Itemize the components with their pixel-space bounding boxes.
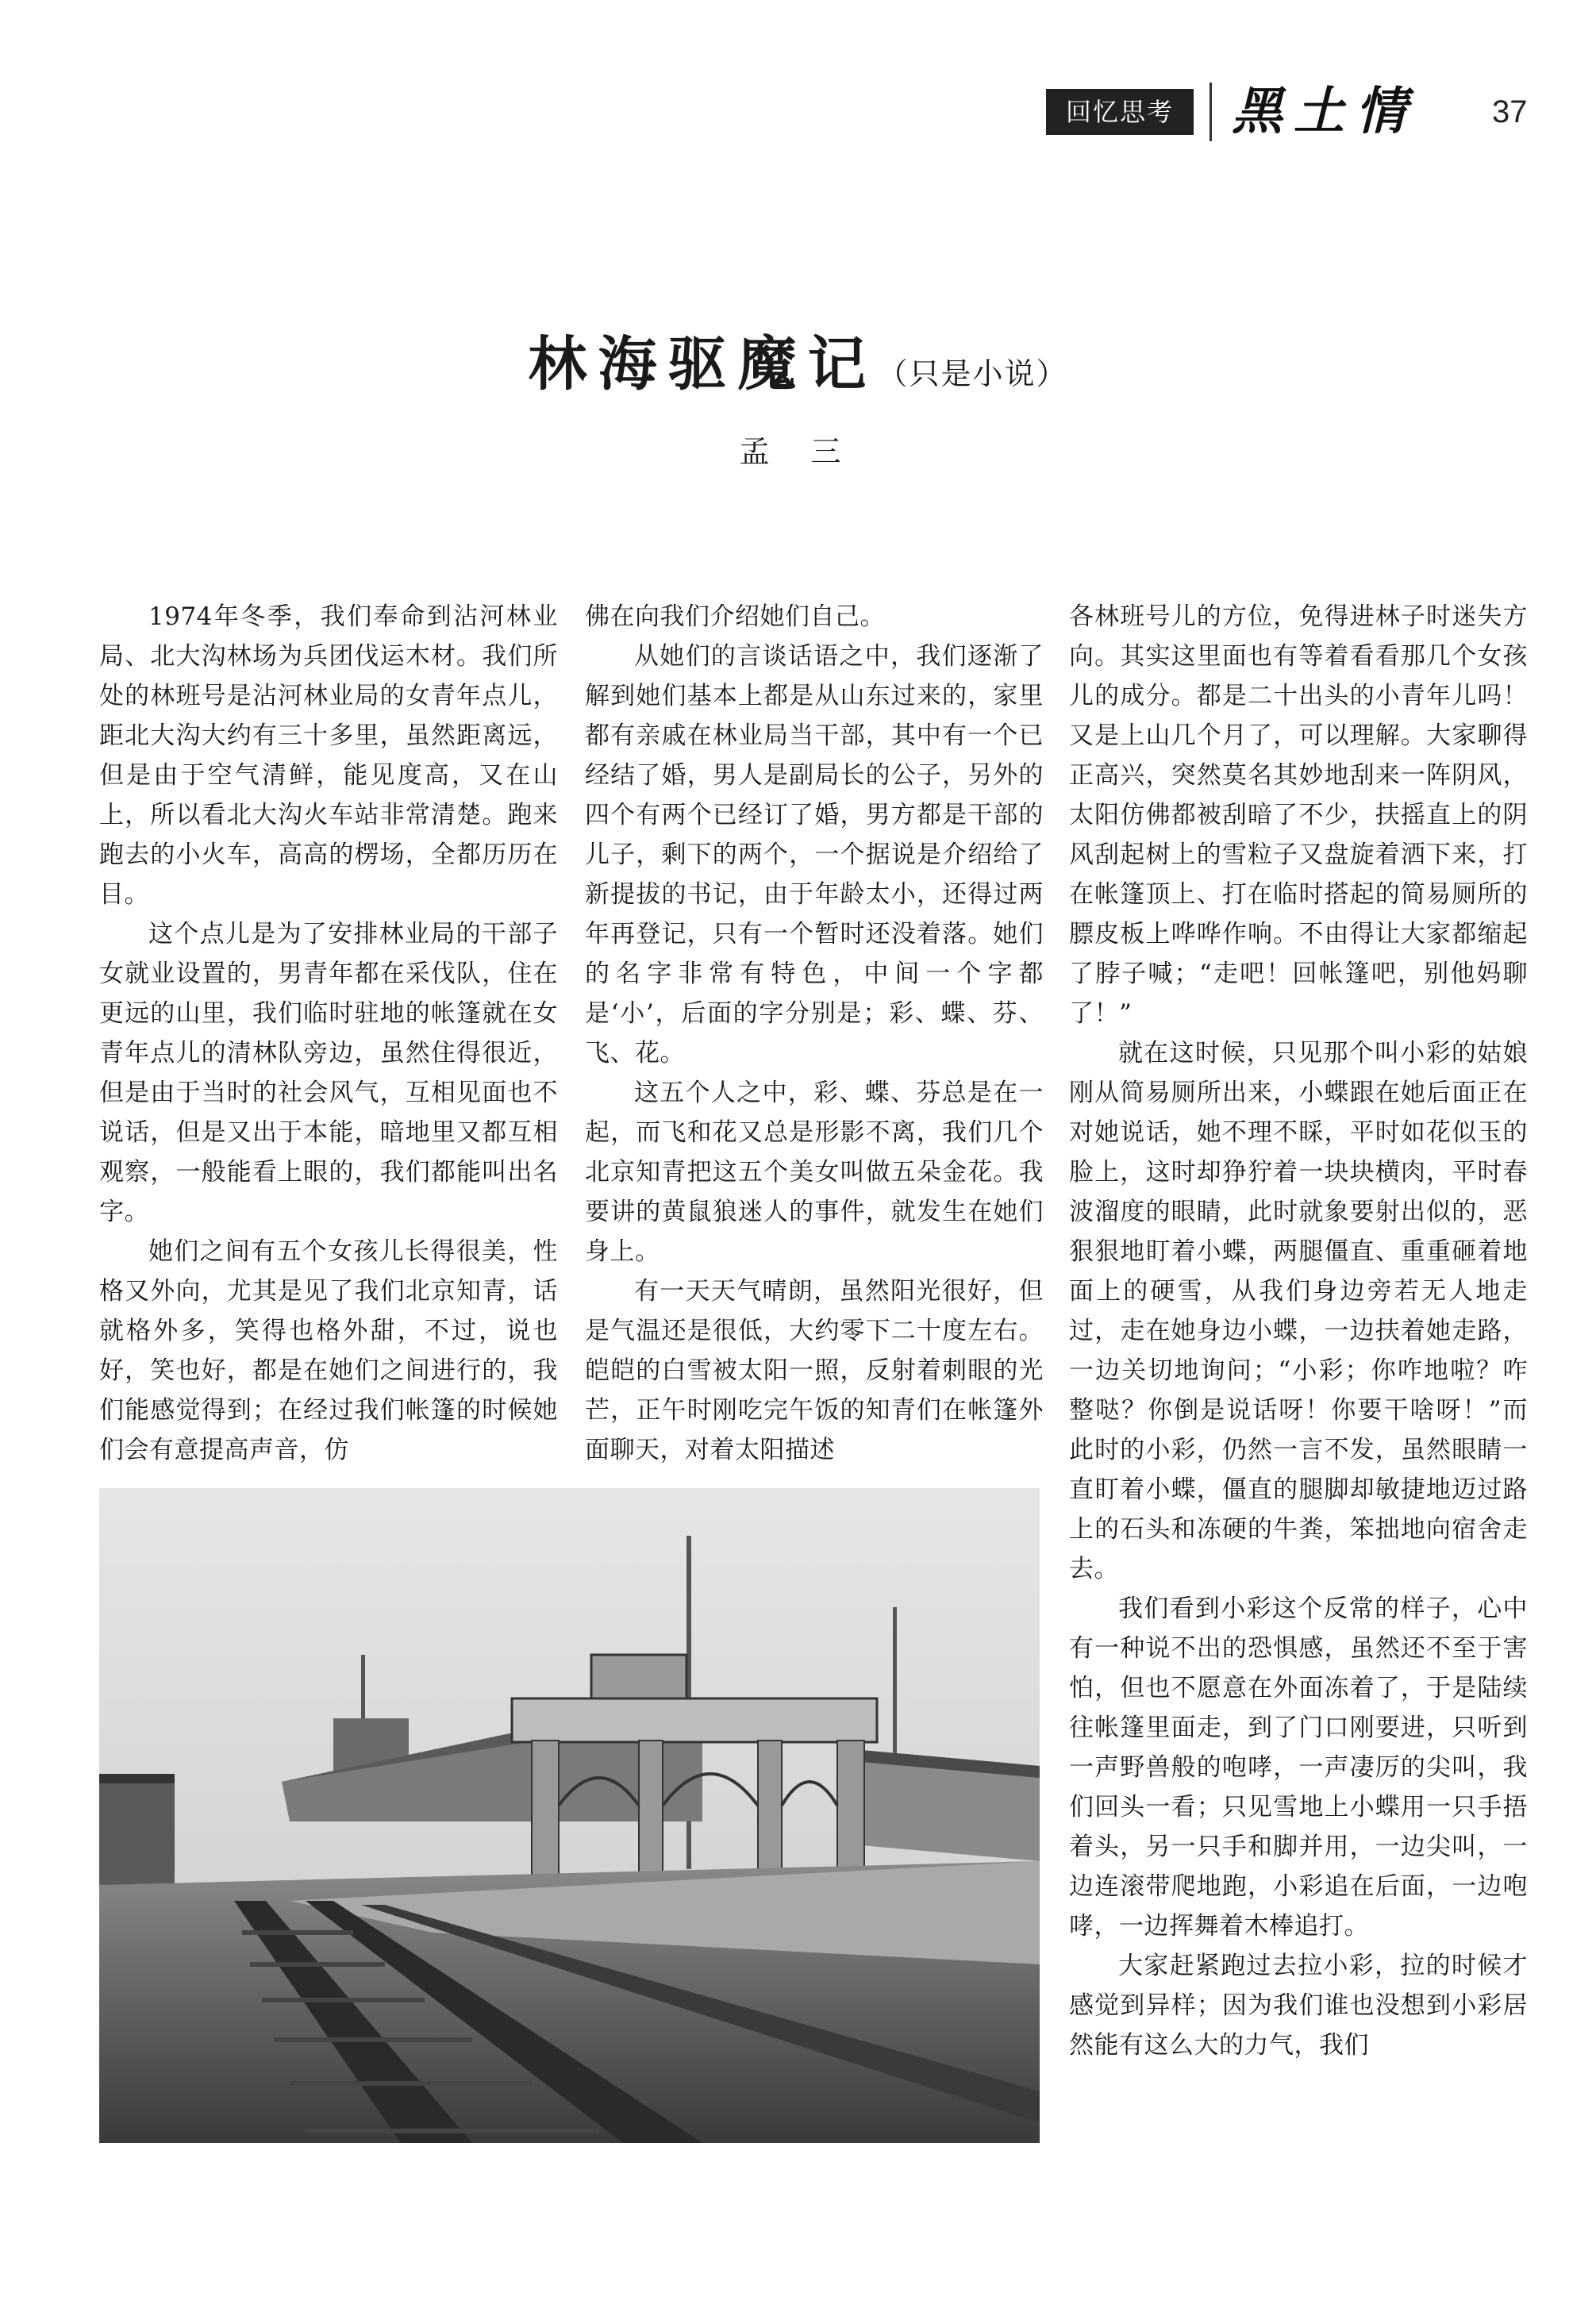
railway-station-photo	[99, 1488, 1040, 2143]
section-badge: 回忆思考	[1046, 89, 1194, 135]
paragraph: 有一天天气晴朗，虽然阳光很好，但是气温还是很低，大约零下二十度左右。皑皑的白雪被太阳一照，反射着刺眼的光芒，正午时刚吃完午饭的知青们在帐篷外面聊天，对着太阳描述	[585, 1277, 1044, 1464]
paragraph: 从她们的言谈话语之中，我们逐渐了解到她们基本上都是从山东过来的，家里都有亲戚在林业局当干部，其中有一个已经结了婚，男人是副局长的公子，另外的四个有两个已经订了婚，男方都是干部的儿子，剩下的两个，一个据说是介绍给了新提拔的书记，由于年龄太小，还得过两年再登记，只有一个暂时还没着落。她们的名字非常有特色，中间一个字都是‘小’，后面的字分别是；彩、蝶、芬、飞、花。	[585, 642, 1044, 1067]
text-column-3	[1069, 597, 1528, 2065]
article-author: 孟 三	[739, 434, 857, 469]
paragraph-continued: 佛在向我们介绍她们自己。	[585, 602, 885, 631]
paragraph: 她们之间有五个女孩儿长得很美，性格又外向，尤其是见了我们北京知青，话就格外多，笑得也格外甜，不过，说也好，笑也好，都是在她们之间进行的，我们能感觉得到；在经过我们帐篷的时候她们会有意提高声音，仿	[99, 1237, 558, 1464]
paragraph: 1974年冬季，我们奉命到沾河林业局、北大沟林场为兵团伐运木材。我们所处的林班号是沾河林业局的女青年点儿，距北大沟大约有三十多里，虽然距离远，但是由于空气清鲜，能见度高，又在山上，所以看北大沟火车站非常清楚。跑来跑去的小火车，高高的楞场，全都历历在目。	[99, 602, 558, 909]
paragraph: 这个点儿是为了安排林业局的干部子女就业设置的，男青年都在采伐队，住在更远的山里，我们临时驻地的帐篷就在女青年点儿的清林队旁边，虽然住得很近，但是由于当时的社会风气，互相见面也不说话，但是又出于本能，暗地里又都互相观察，一般能看上眼的，我们都能叫出名字。	[99, 920, 558, 1226]
article-title: 林海驱魔记	[528, 330, 878, 398]
page-number: 37	[1492, 94, 1528, 129]
header-divider	[1209, 83, 1212, 141]
text-column-2	[585, 597, 1044, 1470]
paragraph: 我们看到小彩这个反常的样子，心中有一种说不出的恐惧感，虽然还不至于害怕，但也不愿意在外面冻着了，于是陆续往帐篷里面走，到了门口刚要进，只听到一声野兽般的咆哮，一声凄厉的尖叫，我们回头一看；只见雪地上小蝶用一只手捂着头，另一只手和脚并用，一边尖叫，一边连滚带爬地跑，小彩追在后面，一边咆哮，一边挥舞着木棒追打。	[1069, 1594, 1528, 1941]
page-header	[0, 76, 1596, 148]
paragraph: 大家赶紧跑过去拉小彩，拉的时候才感觉到异样；因为我们谁也没想到小彩居然能有这么大的力气，我们	[1069, 1952, 1528, 2060]
railway-station-illustration	[99, 1488, 1040, 2143]
paragraph: 就在这时候，只见那个叫小彩的姑娘刚从简易厕所出来，小蝶跟在她后面正在对她说话，她不理不睬，平时如花似玉的脸上，这时却狰狞着一块块横肉，平时春波溜度的眼睛，此时就象要射出似的，恶狠狠地盯着小蝶，两腿僵直、重重砸着地面上的硬雪，从我们身边旁若无人地走过，走在她身边小蝶，一边扶着她走路，一边关切地询问；“小彩；你咋地啦？咋整哒？你倒是说话呀！你要干啥呀！”而此时的小彩，仍然一言不发，虽然眼睛一直盯着小蝶，僵直的腿脚却敏捷地迈过路上的石头和冻硬的牛粪，笨拙地向宿舍走去。	[1069, 1039, 1528, 1583]
paragraph-continued: 各林班号儿的方位，免得进林子时迷失方向。其实这里面也有等着看看那几个女孩儿的成分。都是二十出头的小青年儿吗！又是上山几个月了，可以理解。大家聊得正高兴，突然莫名其妙地刮来一阵阴风，太阳仿佛都被刮暗了不少，扶摇直上的阴风刮起树上的雪粒子又盘旋着洒下来，打在帐篷顶上、打在临时搭起的简易厕所的膘皮板上哗哗作响。不由得让大家都缩起了脖子喊；“走吧！回帐篷吧，别他妈聊了！”	[1069, 602, 1528, 1028]
article-subtitle: （只是小说）	[877, 356, 1068, 391]
text-column-1	[99, 597, 558, 1470]
magazine-logo: 黑土情	[1232, 82, 1417, 141]
article-title-block	[0, 317, 1596, 402]
paragraph: 这五个人之中，彩、蝶、芬总是在一起，而飞和花又总是形影不离，我们几个北京知青把这五个美女叫做五朵金花。我要讲的黄鼠狼迷人的事件，就发生在她们身上。	[585, 1079, 1044, 1266]
